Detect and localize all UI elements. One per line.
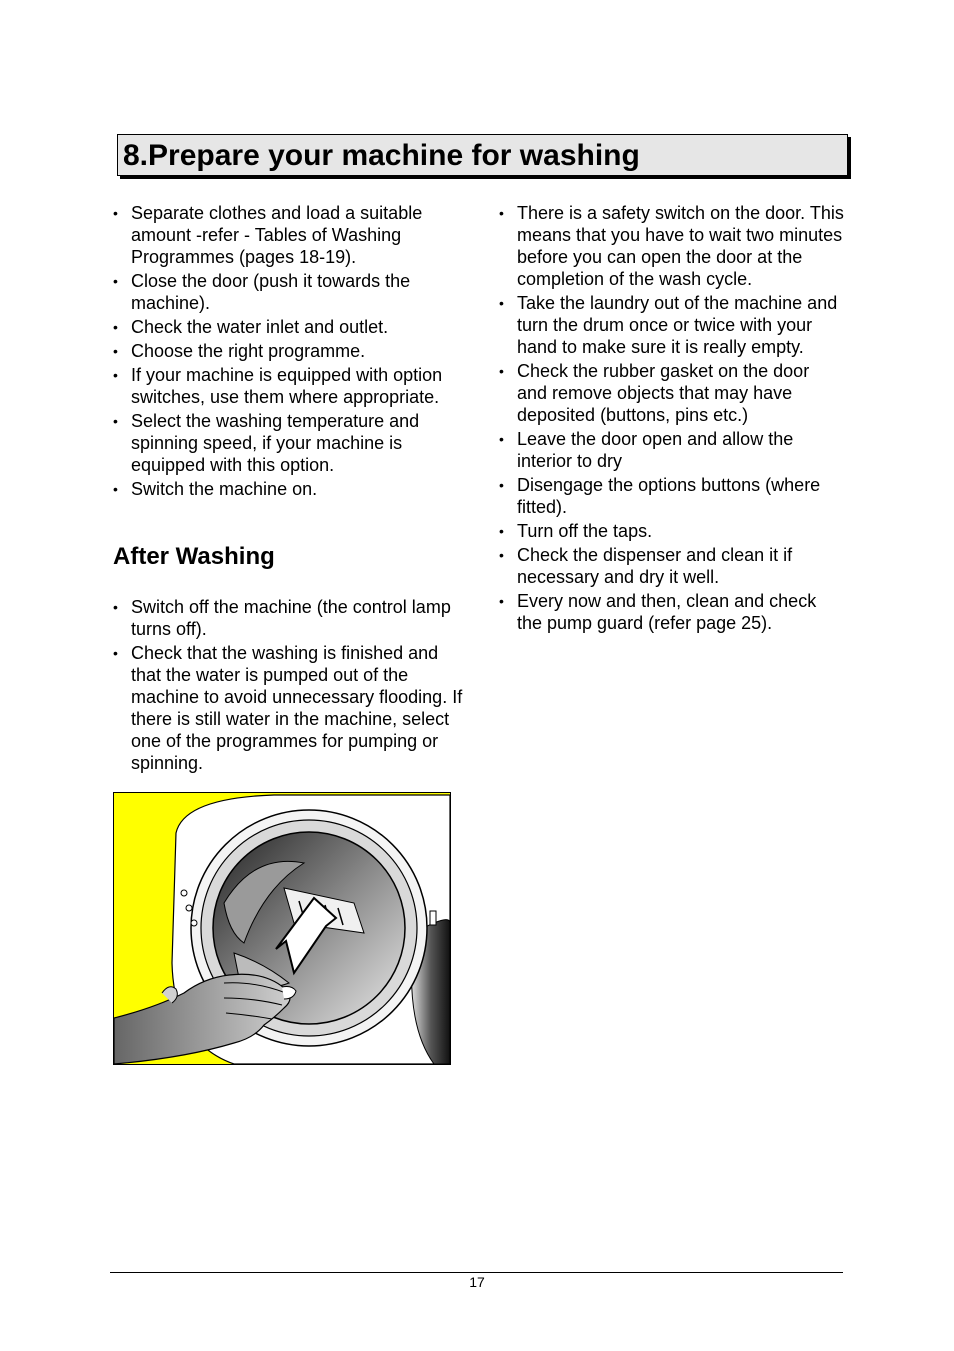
bullet-icon: • [113, 599, 118, 615]
bullet-icon: • [113, 481, 118, 497]
list-item: • Switch the machine on. [113, 479, 318, 499]
washing-machine-drum-illustration [113, 792, 451, 1065]
list-item: • Leave the door open and allow the interior to dry [499, 429, 794, 471]
bullet-icon: • [499, 205, 504, 221]
section-title: 8.Prepare your machine for washing [123, 139, 640, 172]
before-washing-list [113, 202, 458, 502]
bullet-icon: • [499, 477, 504, 493]
after-washing-list-continued [499, 202, 844, 636]
bullet-icon: • [113, 645, 118, 661]
bullet-icon: • [113, 319, 118, 335]
list-item: • Take the laundry out of the machine and turn the drum once or twice with your hand to make sure it is really empty. [499, 293, 838, 357]
bullet-icon: • [113, 343, 118, 359]
bullet-icon: • [499, 295, 504, 311]
list-item: • Separate clothes and load a suitable amount -refer - Tables of Washing Programmes (pages 18-19). [113, 203, 423, 267]
bullet-icon: • [113, 205, 118, 221]
bullet-icon: • [499, 431, 504, 447]
after-washing-list [113, 596, 463, 776]
list-item: • Disengage the options buttons (where fitted). [499, 475, 821, 517]
section-title-box [117, 134, 848, 176]
list-item: • Turn off the taps. [499, 521, 653, 541]
page-number: 17 [469, 1274, 485, 1290]
bullet-icon: • [113, 273, 118, 289]
bullet-icon: • [113, 413, 118, 429]
list-item: • Check the dispenser and clean it if necessary and dry it well. [499, 545, 793, 587]
list-item: • Switch off the machine (the control lamp turns off). [113, 597, 451, 639]
drum-check-illustration [114, 793, 450, 1064]
bullet-icon: • [499, 363, 504, 379]
list-item: • Check the water inlet and outlet. [113, 317, 389, 337]
list-item: • Close the door (push it towards the machine). [113, 271, 411, 313]
after-washing-heading: After Washing [113, 543, 275, 570]
list-item: • Check the rubber gasket on the door and remove objects that may have deposited (buttons, pins etc.) [499, 361, 810, 425]
list-item: • Select the washing temperature and spinning speed, if your machine is equipped with this option. [113, 411, 420, 475]
list-item: • There is a safety switch on the door. This means that you have to wait two minutes before you can open the door at the completion of the wash cycle. [499, 203, 844, 289]
bullet-icon: • [499, 547, 504, 563]
list-item: • If your machine is equipped with option switches, use them where appropriate. [113, 365, 443, 407]
bullet-icon: • [113, 367, 118, 383]
list-item: • Choose the right programme. [113, 341, 366, 361]
bullet-icon: • [499, 523, 504, 539]
bullet-icon: • [499, 593, 504, 609]
list-item: • Every now and then, clean and check the pump guard (refer page 25). [499, 591, 817, 633]
list-item: • Check that the washing is finished and that the water is pumped out of the machine to avoid unnecessary flooding. If there is still water in the machine, select one of the programmes for pumping or spinning. [113, 643, 463, 773]
